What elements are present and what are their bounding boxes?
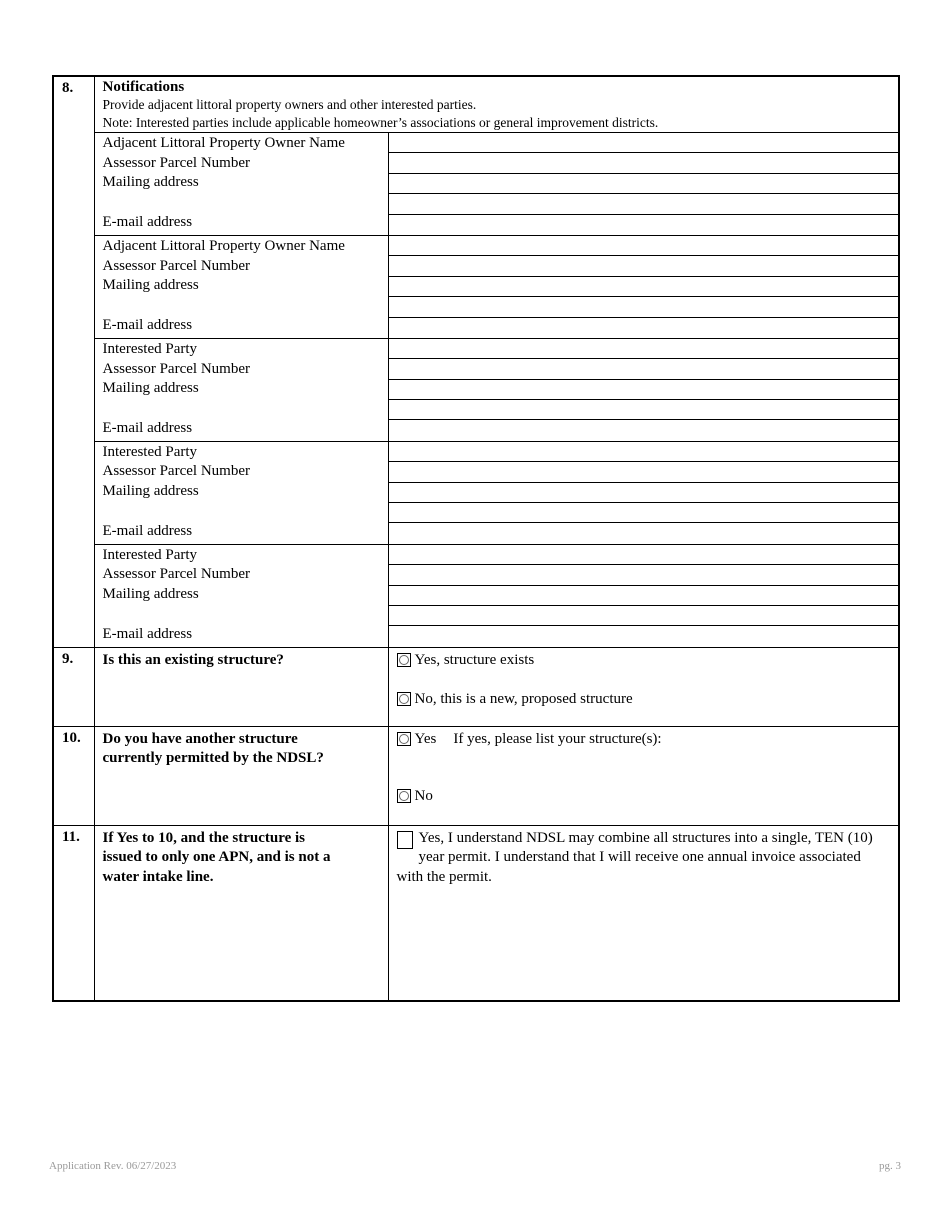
mailing-address-field[interactable] [389, 586, 899, 606]
notification-entry [53, 338, 899, 441]
question-line: water intake line. [102, 868, 214, 885]
section-10-answers [388, 726, 899, 825]
mailing-address-field-2[interactable] [389, 503, 899, 523]
email-label: E-mail address [102, 213, 193, 230]
application-form-table [52, 75, 900, 1002]
email-field[interactable] [389, 215, 899, 235]
question-line: issued to only one APN, and is not a [102, 849, 331, 866]
section-10-number: 10. [53, 726, 94, 825]
entry-labels [94, 133, 388, 236]
mailing-address-label: Mailing address [102, 586, 199, 602]
email-field[interactable] [389, 626, 899, 646]
section-10-question [94, 726, 388, 825]
entry-fields [388, 235, 899, 338]
mailing-address-label: Mailing address [102, 483, 199, 500]
acknowledgement-text: Yes, I understand NDSL may combine all structures into a single, TEN (10) year permit. I understand that I will receive one annual invoice associated with the permit. [396, 829, 873, 885]
entry-fields [388, 441, 899, 544]
existing-structure-no-label: No, this is a new, proposed structure [414, 691, 633, 708]
apn-field[interactable] [389, 565, 899, 585]
section-11-question [94, 825, 388, 1001]
apn-label: Assessor Parcel Number [102, 154, 250, 171]
section-11-number: 11. [53, 825, 94, 1001]
owner-name-label: Adjacent Littoral Property Owner Name [102, 135, 345, 151]
existing-structure-no-option[interactable] [397, 690, 891, 710]
other-structure-yes-option[interactable] [397, 730, 891, 750]
mailing-address-field-2[interactable] [389, 194, 899, 214]
interested-party-label: Interested Party [102, 443, 198, 460]
apn-label: Assessor Parcel Number [102, 566, 250, 583]
email-label: E-mail address [102, 625, 193, 642]
notification-entry [53, 441, 899, 544]
notification-entry [53, 544, 899, 647]
apn-label: Assessor Parcel Number [102, 257, 250, 274]
email-label: E-mail address [102, 316, 193, 333]
other-structure-no-option[interactable] [397, 787, 891, 807]
other-structure-no-label: No [414, 788, 433, 805]
section-8-note: Note: Interested parties include applicable homeowner’s associations or general improvement districts. [102, 115, 659, 130]
section-8-header [94, 76, 899, 133]
notification-entry [53, 133, 899, 236]
entry-fields [388, 544, 899, 647]
mailing-address-field[interactable] [389, 483, 899, 503]
interested-party-field[interactable] [389, 545, 899, 565]
entry-labels [94, 338, 388, 441]
apn-field[interactable] [389, 153, 899, 173]
interested-party-label: Interested Party [102, 340, 198, 357]
revision-footer: Application Rev. 06/27/2023 [49, 1160, 177, 1172]
mailing-address-field-2[interactable] [389, 400, 899, 420]
entry-labels [94, 441, 388, 544]
apn-label: Assessor Parcel Number [102, 463, 250, 480]
interested-party-label: Interested Party [102, 546, 198, 563]
email-field[interactable] [389, 318, 899, 338]
entry-fields [388, 133, 899, 236]
question-line: currently permitted by the NDSL? [102, 750, 324, 767]
entry-labels [94, 235, 388, 338]
owner-name-field[interactable] [389, 133, 899, 153]
mailing-address-label: Mailing address [102, 174, 199, 191]
mailing-address-field-2[interactable] [389, 297, 899, 317]
radio-button-icon[interactable] [397, 653, 411, 667]
other-structure-yes-label: Yes [414, 730, 437, 747]
mailing-address-field-2[interactable] [389, 606, 899, 626]
radio-button-icon[interactable] [397, 732, 411, 746]
mailing-address-field[interactable] [389, 174, 899, 194]
entry-labels [94, 544, 388, 647]
section-9-question: Is this an existing structure? [94, 647, 388, 726]
mailing-address-field[interactable] [389, 277, 899, 297]
section-8-number: 8. [53, 76, 94, 647]
interested-party-field[interactable] [389, 442, 899, 462]
acknowledgement-checkbox[interactable] [397, 831, 413, 849]
existing-structure-yes-label: Yes, structure exists [414, 651, 535, 668]
mailing-address-label: Mailing address [102, 277, 199, 294]
email-field[interactable] [389, 420, 899, 440]
mailing-address-label: Mailing address [102, 380, 199, 397]
section-11-answers [388, 825, 899, 1001]
entry-fields [388, 338, 899, 441]
radio-button-icon[interactable] [397, 789, 411, 803]
owner-name-field[interactable] [389, 236, 899, 256]
section-11-row [53, 825, 899, 1001]
apn-field[interactable] [389, 462, 899, 482]
radio-button-icon[interactable] [397, 692, 411, 706]
email-label: E-mail address [102, 419, 193, 436]
section-8-instructions: Provide adjacent littoral property owners and other interested parties. [102, 97, 477, 112]
interested-party-field[interactable] [389, 339, 899, 359]
section-9-answers [388, 647, 899, 726]
section-10-row [53, 726, 899, 825]
question-line: If Yes to 10, and the structure is [102, 829, 305, 846]
section-8-title: Notifications [102, 79, 185, 95]
owner-name-label: Adjacent Littoral Property Owner Name [102, 237, 345, 254]
email-label: E-mail address [102, 522, 193, 539]
page-number: pg. 3 [879, 1160, 901, 1172]
yes-list-prompt: If yes, please list your structure(s): [453, 730, 662, 747]
notification-entry [53, 235, 899, 338]
apn-field[interactable] [389, 256, 899, 276]
section-9-row [53, 647, 899, 726]
mailing-address-field[interactable] [389, 380, 899, 400]
apn-label: Assessor Parcel Number [102, 360, 250, 377]
email-field[interactable] [389, 523, 899, 543]
apn-field[interactable] [389, 359, 899, 379]
section-9-number: 9. [53, 647, 94, 726]
question-line: Do you have another structure [102, 730, 298, 747]
existing-structure-yes-option[interactable] [397, 651, 891, 671]
